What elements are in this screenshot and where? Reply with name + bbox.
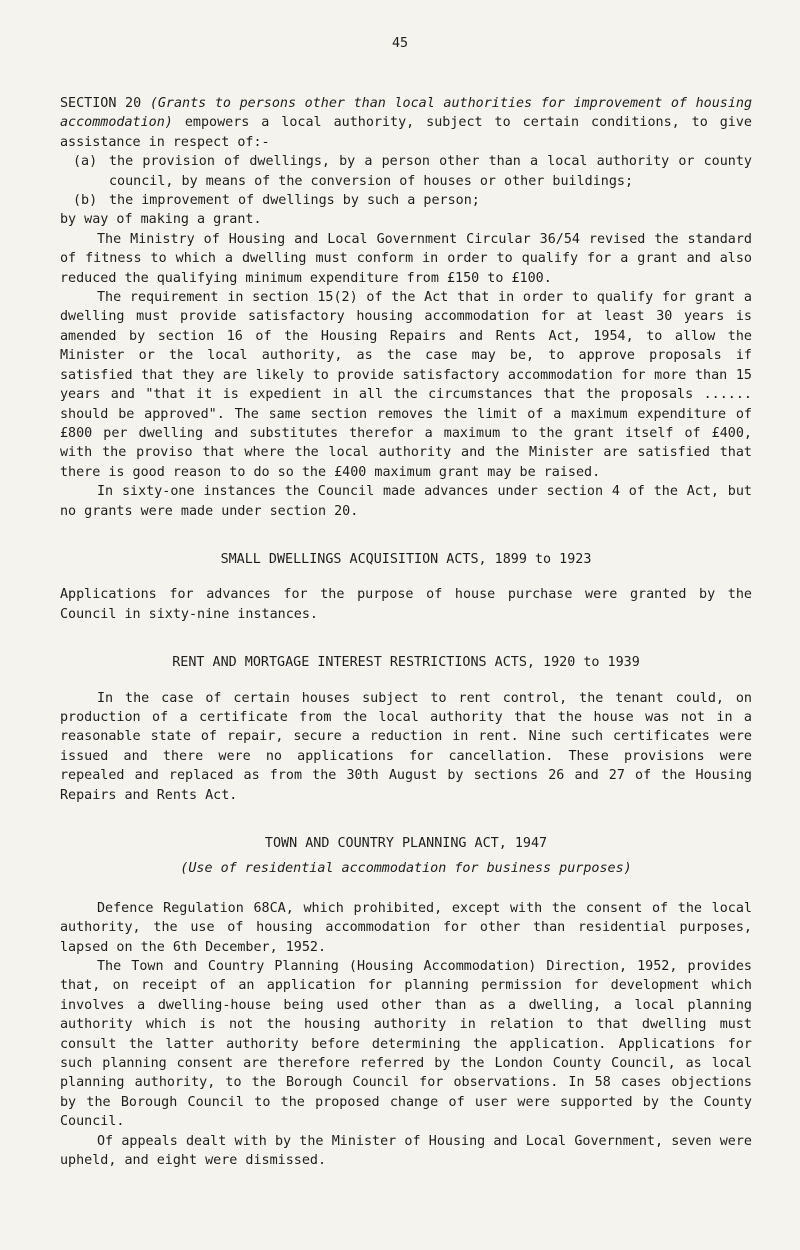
heading-town-country: TOWN AND COUNTRY PLANNING ACT, 1947: [264, 836, 548, 851]
paragraph-planning-direction: The Town and Country Planning (Housing Accommodation) Direction, 1952, provides that, on receipt of an application for planning permission for development which involves a dwelling-house being used other than as a dwelling, a local planning authority which is not the housing authority in relation to that dwelling must consult the latter authority before determining the application. Applications for such planning consent are therefore referred by the London County Council, as local planning authority, to the Borough Council for observations. In 58 cases objections by the Borough Council to the proposed change of user were supported by the County Council.: [60, 959, 752, 1130]
section-20-closing: by way of making a grant.: [60, 212, 262, 228]
list-item-b: [60, 191, 752, 210]
heading-rent-mortgage: RENT AND MORTGAGE INTEREST RESTRICTIONS ACTS, 1920 to 1939: [172, 655, 640, 671]
paragraph-rent-mortgage: In the case of certain houses subject to rent control, the tenant could, on production of a certificate from the local authority that the house was not in a reasonable state of repair, secure a reduction in rent. Nine such certificates were issued and there were no applications for cancellation. These provisions were repealed and replaced as from the 30th August by sections 26 and 27 of the Housing Repairs and Rents Act.: [60, 690, 752, 803]
section-20-intro-text: empowers a local authority, subject to certain conditions, to give assistance in respect of:-: [60, 115, 752, 150]
section-20-intro: [60, 94, 752, 152]
subheading-town-country: (Use of residential accommodation for business purposes): [180, 861, 632, 877]
list-item-text: the improvement of dwellings by such a person;: [109, 193, 480, 209]
list-item-label: (a): [73, 154, 98, 170]
page-number: 45: [391, 36, 409, 51]
heading-small-dwellings: SMALL DWELLINGS ACQUISITION ACTS, 1899 to 1923: [220, 551, 592, 567]
paragraph-circular: The Ministry of Housing and Local Government Circular 36/54 revised the standard of fitness to which a dwelling must conform in order to qualify for a grant and also reduced the qualifying minimum expenditure from £150 to £100.: [60, 231, 752, 286]
list-item-text: the provision of dwellings, by a person other than a local authority or county council, by means of the conversion of houses or other buildings;: [109, 154, 752, 189]
section-20-lead: SECTION 20: [60, 96, 150, 111]
list-item-label: (b): [73, 193, 98, 209]
paragraph-defence-regulation: Defence Regulation 68CA, which prohibited, except with the consent of the local authority, the use of housing accommodation for other than residential purposes, lapsed on the 6th December, 1952.: [60, 900, 752, 955]
paragraph-small-dwellings: Applications for advances for the purpose of house purchase were granted by the Council in sixty-nine instances.: [60, 587, 752, 622]
paragraph-advances: In sixty-one instances the Council made advances under section 4 of the Act, but no grants were made under section 20.: [60, 484, 752, 519]
list-item-a: [60, 152, 752, 191]
paragraph-requirement: The requirement in section 15(2) of the Act that in order to qualify for grant a dwelling must provide satisfactory housing accommodation for at least 30 years is amended by section 16 of the Housing Repairs and Rents Act, 1954, to allow the Minister or the local authority, as the case may be, to approve proposals if satisfied that they are likely to provide satisfactory accommodation for more than 15 years and "that it is expedient in all the circumstances that the proposals ...... should be approved". The same section removes the limit of a maximum expenditure of £800 per dwelling and substitutes therefor a maximum to the grant itself of £400, with the proviso that where the local authority and the Minister are satisfied that there is good reason to do so the £400 maximum grant may be raised.: [60, 290, 752, 480]
page-content: [60, 94, 752, 1171]
paragraph-appeals: Of appeals dealt with by the Minister of Housing and Local Government, seven were upheld, and eight were dismissed.: [60, 1133, 752, 1169]
section-20-title: (Grants to persons other than local authorities for improvement of housing accommodation): [60, 96, 753, 131]
